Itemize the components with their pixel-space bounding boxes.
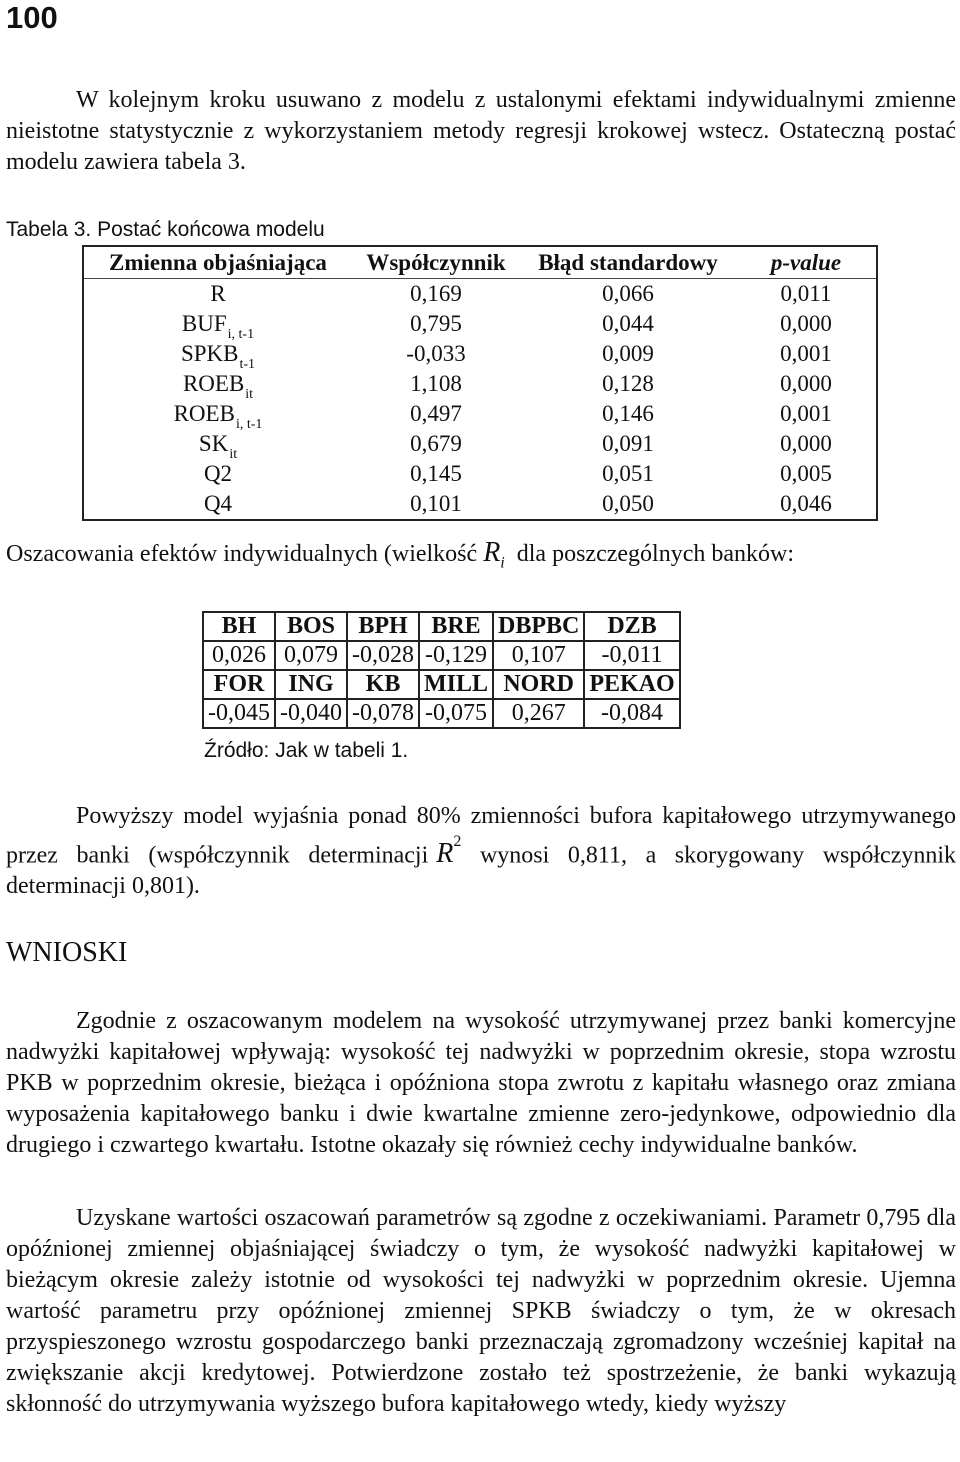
variable-cell [83, 339, 352, 372]
bank-value-cell: 0,079 [275, 641, 347, 670]
std-error-cell: 0,146 [602, 401, 654, 426]
p-value-cell: 0,005 [780, 461, 832, 486]
model-table-row [83, 459, 877, 489]
std-error-cell: 0,066 [602, 281, 654, 306]
banks-table-row [203, 612, 680, 641]
coefficient-cell: 0,101 [410, 491, 462, 516]
variable-subscript: it [245, 387, 254, 402]
r-symbol: R [483, 537, 501, 568]
variable-name: Q4 [203, 491, 233, 516]
std-error-cell: 0,009 [602, 341, 654, 366]
r2-paragraph [6, 801, 956, 902]
bank-value-cell: -0,129 [419, 641, 493, 670]
r2-after: wynosi 0,811, a skorygowany współczynnik determinacji 0,801). [6, 842, 957, 900]
variable-name: Q2 [203, 461, 233, 486]
std-error-cell: 0,128 [602, 371, 654, 396]
std-error-cell: 0,051 [602, 461, 654, 486]
variable-cell [83, 429, 352, 462]
bank-value-cell: -0,028 [347, 641, 419, 670]
estimates-intro [6, 538, 794, 579]
coefficient-cell: 0,679 [410, 431, 462, 456]
bank-value-cell: -0,040 [275, 699, 347, 728]
p-value-cell: 0,011 [780, 281, 832, 306]
model-table-body [83, 279, 877, 521]
p-value-cell: 0,000 [780, 311, 832, 336]
bank-name-cell: BH [203, 612, 275, 641]
variable-cell [83, 369, 352, 402]
header-p-value: p-value [736, 246, 877, 279]
bank-value-cell: -0,084 [584, 699, 679, 728]
r-subscript: i [500, 554, 505, 572]
bank-value-cell: 0,107 [493, 641, 584, 670]
bank-value-cell: -0,078 [347, 699, 419, 728]
std-error-cell: 0,044 [602, 311, 654, 336]
p-value-cell: 0,046 [780, 491, 832, 516]
header-std-error: Błąd standardowy [520, 246, 736, 279]
variable-name: BUF [181, 311, 227, 336]
p-value-cell: 0,000 [780, 431, 832, 456]
variable-name: SK [198, 431, 229, 456]
r-squared-symbol [436, 833, 462, 870]
estimates-intro-before: Oszacowania efektów indywidualnych (wielkość [6, 541, 478, 567]
r2-superscript: 2 [453, 833, 462, 850]
coefficient-cell: 0,497 [410, 401, 462, 426]
variable-cell [83, 489, 352, 520]
bank-name-cell: DBPBC [493, 612, 584, 641]
coefficient-cell: 0,795 [410, 311, 462, 336]
std-error-cell: 0,091 [602, 431, 654, 456]
banks-table-row [203, 670, 680, 699]
bank-name-cell: NORD [493, 670, 584, 699]
r2-symbol: R [436, 838, 454, 870]
variable-name: ROEB [182, 371, 245, 396]
bank-name-cell: KB [347, 670, 419, 699]
model-table-row [83, 309, 877, 339]
bank-name-cell: BPH [347, 612, 419, 641]
model-table-row [83, 399, 877, 429]
r2-before: Powyższy model wyjaśnia ponad 80% zmienności bufora kapitałowego utrzymywanego przez banki (współczynnik determinacji [6, 803, 956, 869]
coefficient-cell: 1,108 [410, 371, 462, 396]
coefficient-cell: 0,145 [410, 461, 462, 486]
bank-name-cell: ING [275, 670, 347, 699]
model-table-row [83, 339, 877, 369]
variable-cell [83, 399, 352, 432]
variable-name: SPKB [180, 341, 239, 366]
conclusions-text-1: Zgodnie z oszacowanym modelem na wysokość utrzymywanej przez banki komercyjne nadwyżki kapitałowej wpływają: wysokość tej nadwyżki w poprzednim okresie, stopa wzrostu PKB w poprzednim okresie, bieżąca i opóźniona stopa zwrotu z kapitału własnego oraz zmiana wyposażenia kapitałowego banku i dwie kwartalne zmienne zero-jedynkowe, odpowiednio dla drugiego i czwartego kwartału. Istotne okazały się również cechy indywidualne banków. [6, 1008, 956, 1158]
p-value-cell: 0,001 [780, 401, 832, 426]
bank-value-cell: -0,045 [203, 699, 275, 728]
bank-name-cell: MILL [419, 670, 493, 699]
variable-name: R [210, 281, 226, 306]
source-note: Źródło: Jak w tabeli 1. [204, 739, 409, 762]
banks-table-body [203, 612, 680, 728]
bank-name-cell: FOR [203, 670, 275, 699]
banks-table-row [203, 641, 680, 670]
variable-subscript: it [229, 447, 238, 462]
conclusions-text-2: Uzyskane wartości oszacowań parametrów są zgodne z oczekiwaniami. Parametr 0,795 dla opóźnionej zmiennej objaśniającej świadczy o tym, że wysokość nadwyżki kapitałowej w bieżącym okresie zależy istotnie od wysokości tej nadwyżki w poprzednim okresie. Ujemna wartość parametru przy opóźnionej zmiennej SPKB świadczy o tym, że w okresach przyspieszonego wzrostu gospodarczego banki przeznaczają zgromadzony wcześniej kapitał na zwiększanie akcji kredytowej. Potwierdzone zostało też spostrzeżenie, że banki wykazują skłonność do utrzymywania wyższego bufora kapitałowego wtedy, kiedy wyższy [6, 1205, 956, 1417]
variable-subscript: i, t-1 [227, 327, 255, 342]
banks-table-row [203, 699, 680, 728]
std-error-cell: 0,050 [602, 491, 654, 516]
coefficient-cell: -0,033 [406, 341, 466, 366]
header-coefficient: Współczynnik [352, 246, 520, 279]
model-table-row [83, 489, 877, 520]
p-value-cell: 0,001 [780, 341, 832, 366]
table3-caption: Tabela 3. Postać końcowa modelu [6, 218, 325, 241]
bank-value-cell: 0,026 [203, 641, 275, 670]
variable-cell [83, 279, 352, 310]
variable-cell [83, 309, 352, 342]
variable-subscript: i, t-1 [235, 417, 263, 432]
bank-name-cell: PEKAO [584, 670, 679, 699]
banks-table [202, 611, 681, 729]
model-table-row [83, 429, 877, 459]
intro-text: W kolejnym kroku usuwano z modelu z ustalonymi efektami indywidualnymi zmienne nieistotne statystycznie z wykorzystaniem metody regresji krokowej wstecz. Ostateczną postać modelu zawiera tabela 3. [6, 87, 956, 175]
variable-cell [83, 459, 352, 489]
bank-name-cell: DZB [584, 612, 679, 641]
model-table-row [83, 369, 877, 399]
variable-name: ROEB [173, 401, 235, 426]
bank-value-cell: 0,267 [493, 699, 584, 728]
bank-value-cell: -0,075 [419, 699, 493, 728]
conclusions-heading: WNIOSKI [6, 937, 128, 968]
model-table-row [83, 279, 877, 310]
intro-paragraph [6, 85, 956, 178]
header-variable: Zmienna objaśniająca [83, 246, 352, 279]
bank-value-cell: -0,011 [584, 641, 679, 670]
page-number: 100 [6, 0, 58, 35]
r-i-symbol [483, 537, 505, 572]
coefficient-cell: 0,169 [410, 281, 462, 306]
bank-name-cell: BRE [419, 612, 493, 641]
conclusions-paragraph-1 [6, 1006, 956, 1161]
bank-name-cell: BOS [275, 612, 347, 641]
estimates-intro-after: dla poszczególnych banków: [516, 541, 794, 567]
model-table [82, 245, 878, 521]
model-table-header-row [83, 246, 877, 279]
variable-subscript: t-1 [239, 357, 256, 372]
p-value-cell: 0,000 [780, 371, 832, 396]
conclusions-paragraph-2 [6, 1203, 956, 1420]
